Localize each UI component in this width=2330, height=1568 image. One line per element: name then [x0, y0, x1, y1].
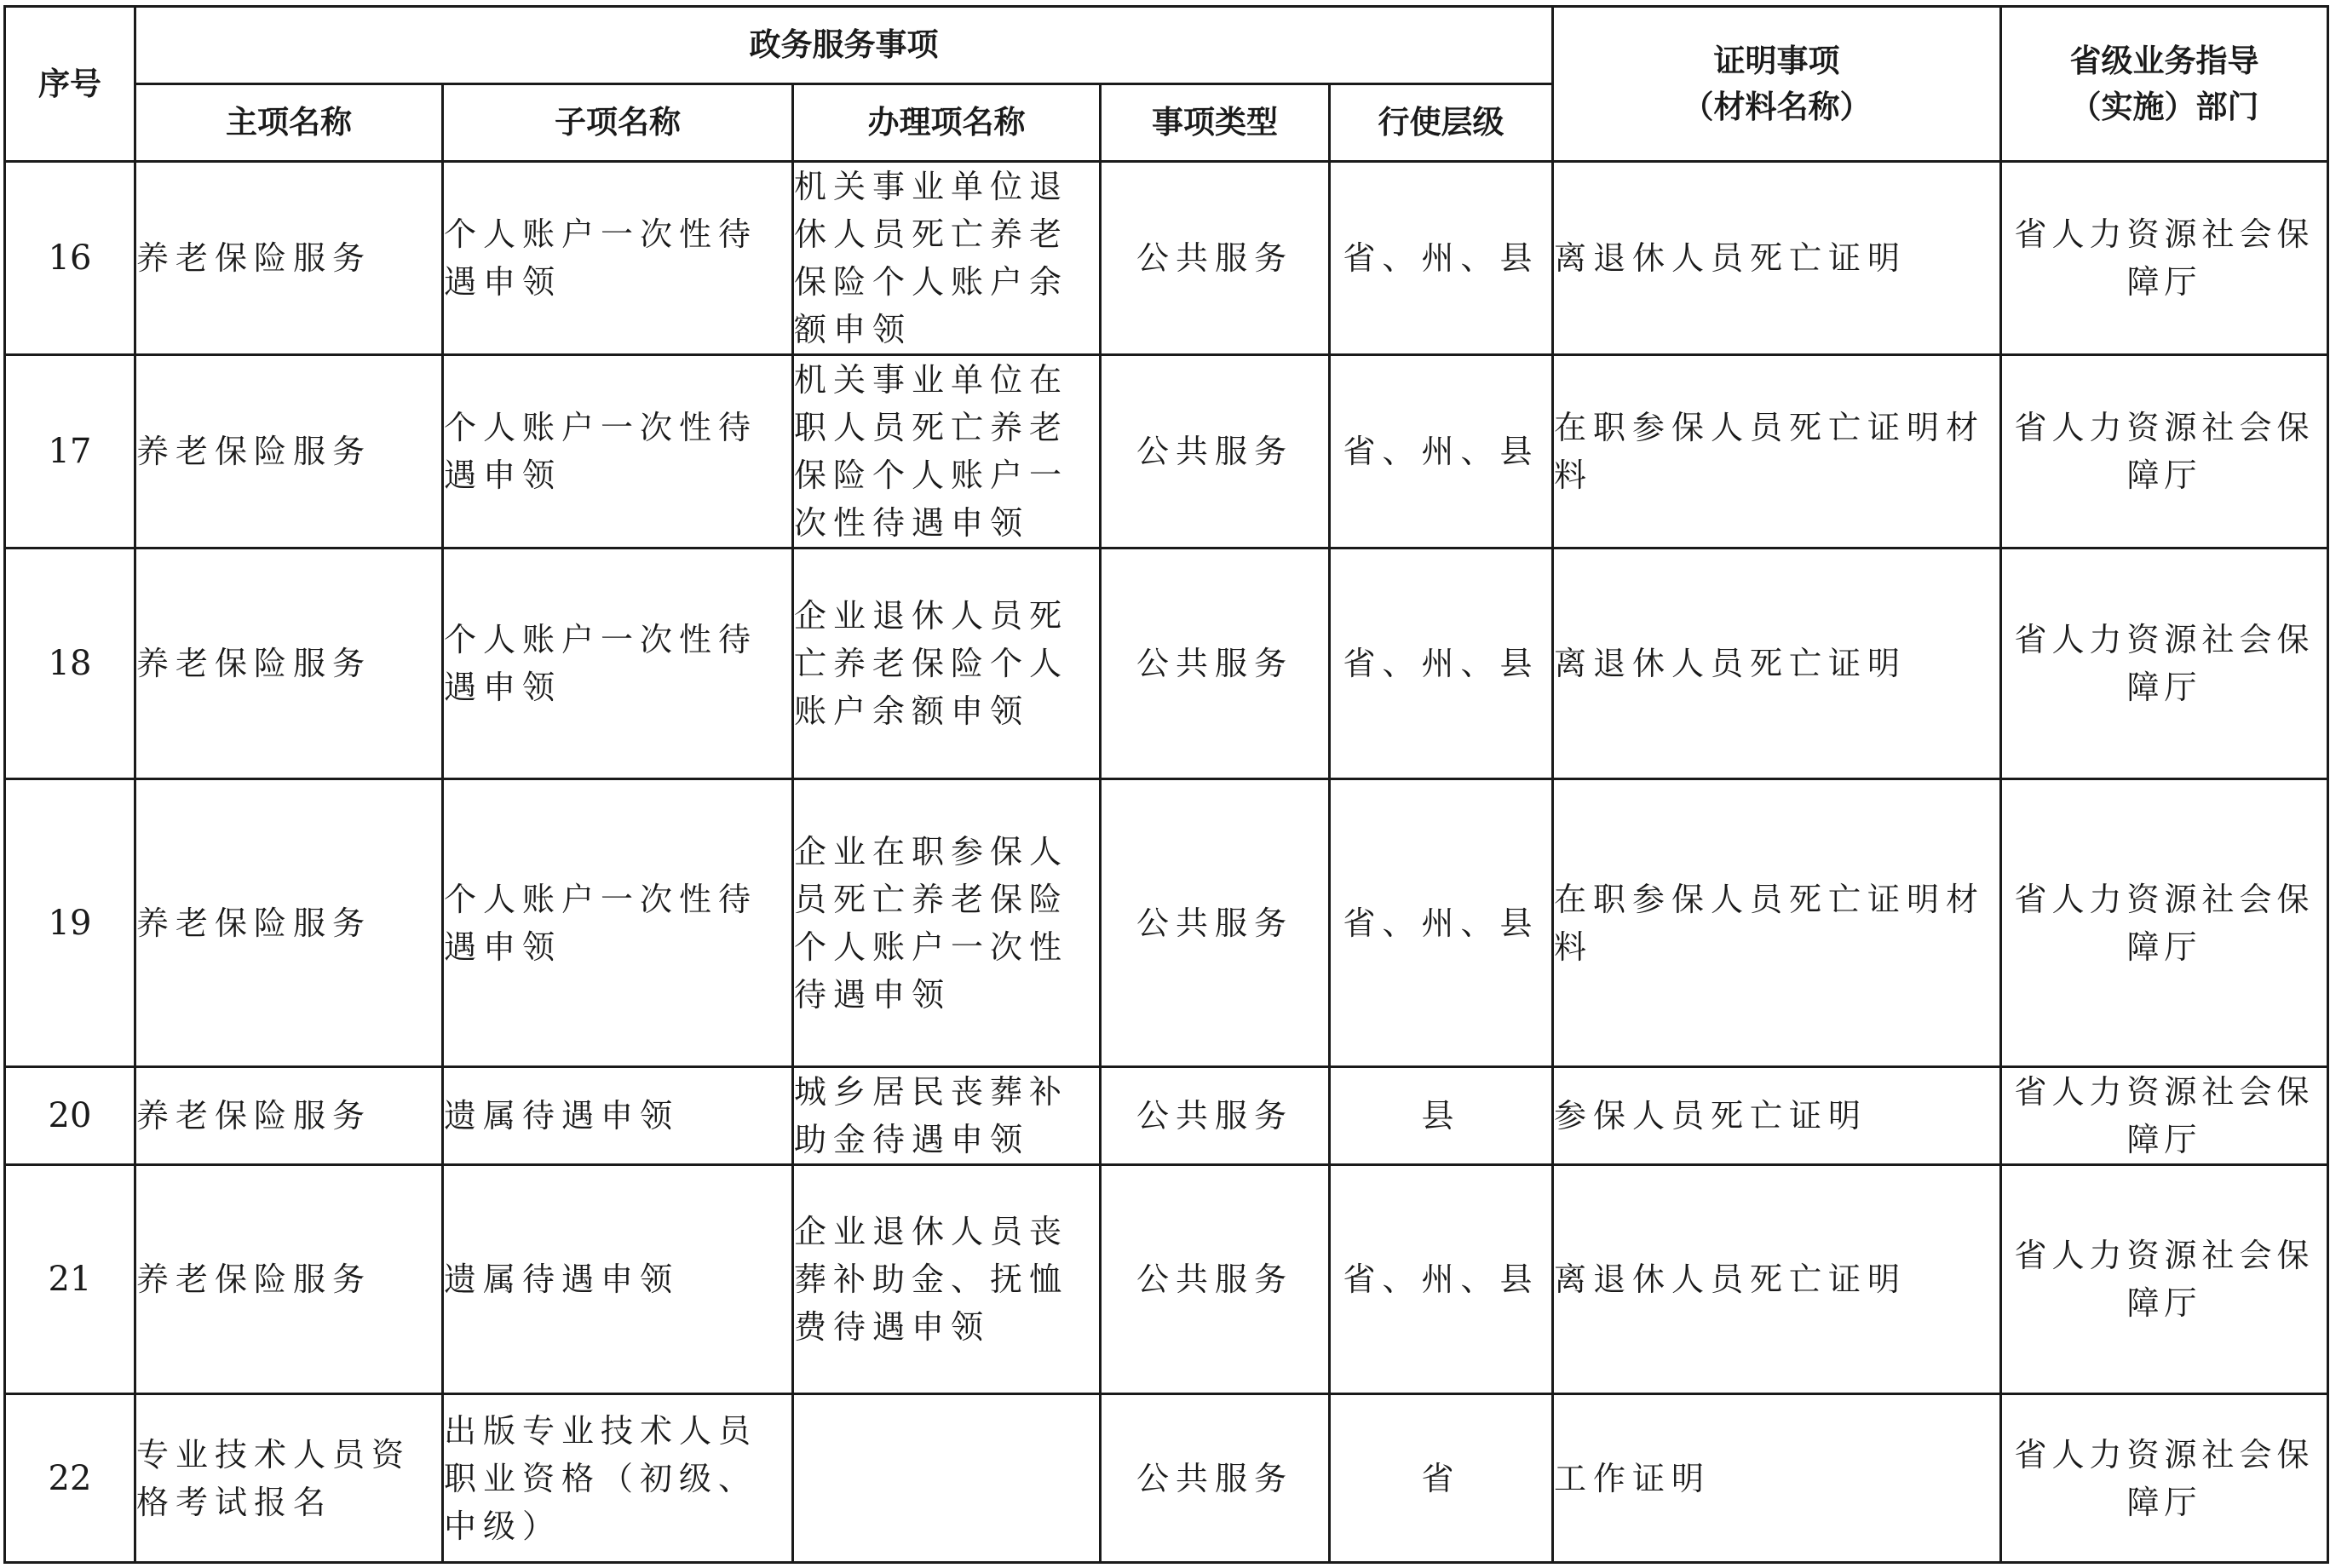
cell-handle: 机关事业单位在职人员死亡养老保险个人账户一次性待遇申领	[793, 355, 1101, 549]
header-level: 行使层级	[1330, 84, 1553, 162]
cell-level: 省、州、县	[1330, 1165, 1553, 1394]
cell-sub: 遗属待遇申领	[443, 1067, 793, 1165]
cell-type: 公共服务	[1101, 1394, 1330, 1563]
cell-type: 公共服务	[1101, 162, 1330, 355]
cell-dept: 省人力资源社会保障厅	[2001, 1165, 2328, 1394]
cell-level: 省、州、县	[1330, 779, 1553, 1067]
header-dept	[2001, 7, 2328, 162]
cell-level: 省、州、县	[1330, 549, 1553, 779]
cell-main: 养老保险服务	[135, 162, 443, 355]
table-row	[5, 549, 2328, 779]
cell-type: 公共服务	[1101, 355, 1330, 549]
cell-type: 公共服务	[1101, 1067, 1330, 1165]
table-row	[5, 779, 2328, 1067]
cell-proof: 在职参保人员死亡证明材料	[1553, 779, 2001, 1067]
cell-main: 专业技术人员资格考试报名	[135, 1394, 443, 1563]
cell-handle: 企业退休人员丧葬补助金、抚恤费待遇申领	[793, 1165, 1101, 1394]
cell-main: 养老保险服务	[135, 779, 443, 1067]
table-row	[5, 1067, 2328, 1165]
cell-main: 养老保险服务	[135, 549, 443, 779]
cell-main: 养老保险服务	[135, 355, 443, 549]
header-dept-line2: （实施）部门	[2069, 88, 2259, 125]
header-main-item: 主项名称	[135, 84, 443, 162]
header-sub-item: 子项名称	[443, 84, 793, 162]
cell-dept: 省人力资源社会保障厅	[2001, 355, 2328, 549]
cell-dept: 省人力资源社会保障厅	[2001, 1394, 2328, 1563]
header-proof-line2: （材料名称）	[1682, 88, 1872, 125]
cell-dept: 省人力资源社会保障厅	[2001, 779, 2328, 1067]
cell-type: 公共服务	[1101, 549, 1330, 779]
table-row	[5, 162, 2328, 355]
cell-seq: 19	[5, 779, 135, 1067]
cell-dept: 省人力资源社会保障厅	[2001, 549, 2328, 779]
cell-proof: 离退休人员死亡证明	[1553, 1165, 2001, 1394]
cell-level: 省、州、县	[1330, 162, 1553, 355]
cell-seq: 22	[5, 1394, 135, 1563]
cell-handle: 机关事业单位退休人员死亡养老保险个人账户余额申领	[793, 162, 1101, 355]
cell-sub: 遗属待遇申领	[443, 1165, 793, 1394]
cell-handle	[793, 1394, 1101, 1563]
cell-seq: 18	[5, 549, 135, 779]
cell-proof: 离退休人员死亡证明	[1553, 549, 2001, 779]
header-seq: 序号	[5, 7, 135, 162]
cell-level: 省、州、县	[1330, 355, 1553, 549]
cell-sub: 个人账户一次性待遇申领	[443, 549, 793, 779]
cell-seq: 17	[5, 355, 135, 549]
header-proof-line1: 证明事项	[1713, 42, 1840, 79]
cell-sub: 个人账户一次性待遇申领	[443, 779, 793, 1067]
cell-type: 公共服务	[1101, 779, 1330, 1067]
header-item-type: 事项类型	[1101, 84, 1330, 162]
cell-sub: 出版专业技术人员职业资格（初级、中级）	[443, 1394, 793, 1563]
cell-type: 公共服务	[1101, 1165, 1330, 1394]
table-row	[5, 355, 2328, 549]
proof-items-table	[3, 5, 2329, 1564]
cell-proof: 离退休人员死亡证明	[1553, 162, 2001, 355]
cell-level: 省	[1330, 1394, 1553, 1563]
cell-sub: 个人账户一次性待遇申领	[443, 355, 793, 549]
cell-proof: 在职参保人员死亡证明材料	[1553, 355, 2001, 549]
cell-handle: 企业在职参保人员死亡养老保险个人账户一次性待遇申领	[793, 779, 1101, 1067]
header-proof-item	[1553, 7, 2001, 162]
header-dept-line1: 省级业务指导	[2069, 42, 2259, 79]
header-handle-item: 办理项名称	[793, 84, 1101, 162]
cell-proof: 参保人员死亡证明	[1553, 1067, 2001, 1165]
cell-handle: 企业退休人员死亡养老保险个人账户余额申领	[793, 549, 1101, 779]
table-row	[5, 1394, 2328, 1563]
table-row	[5, 1165, 2328, 1394]
cell-seq: 16	[5, 162, 135, 355]
cell-seq: 20	[5, 1067, 135, 1165]
cell-dept: 省人力资源社会保障厅	[2001, 162, 2328, 355]
cell-proof: 工作证明	[1553, 1394, 2001, 1563]
cell-handle: 城乡居民丧葬补助金待遇申领	[793, 1067, 1101, 1165]
header-gov-service: 政务服务事项	[135, 7, 1553, 84]
cell-seq: 21	[5, 1165, 135, 1394]
cell-main: 养老保险服务	[135, 1165, 443, 1394]
header-row-top	[5, 7, 2328, 84]
cell-sub: 个人账户一次性待遇申领	[443, 162, 793, 355]
cell-main: 养老保险服务	[135, 1067, 443, 1165]
cell-level: 县	[1330, 1067, 1553, 1165]
cell-dept: 省人力资源社会保障厅	[2001, 1067, 2328, 1165]
